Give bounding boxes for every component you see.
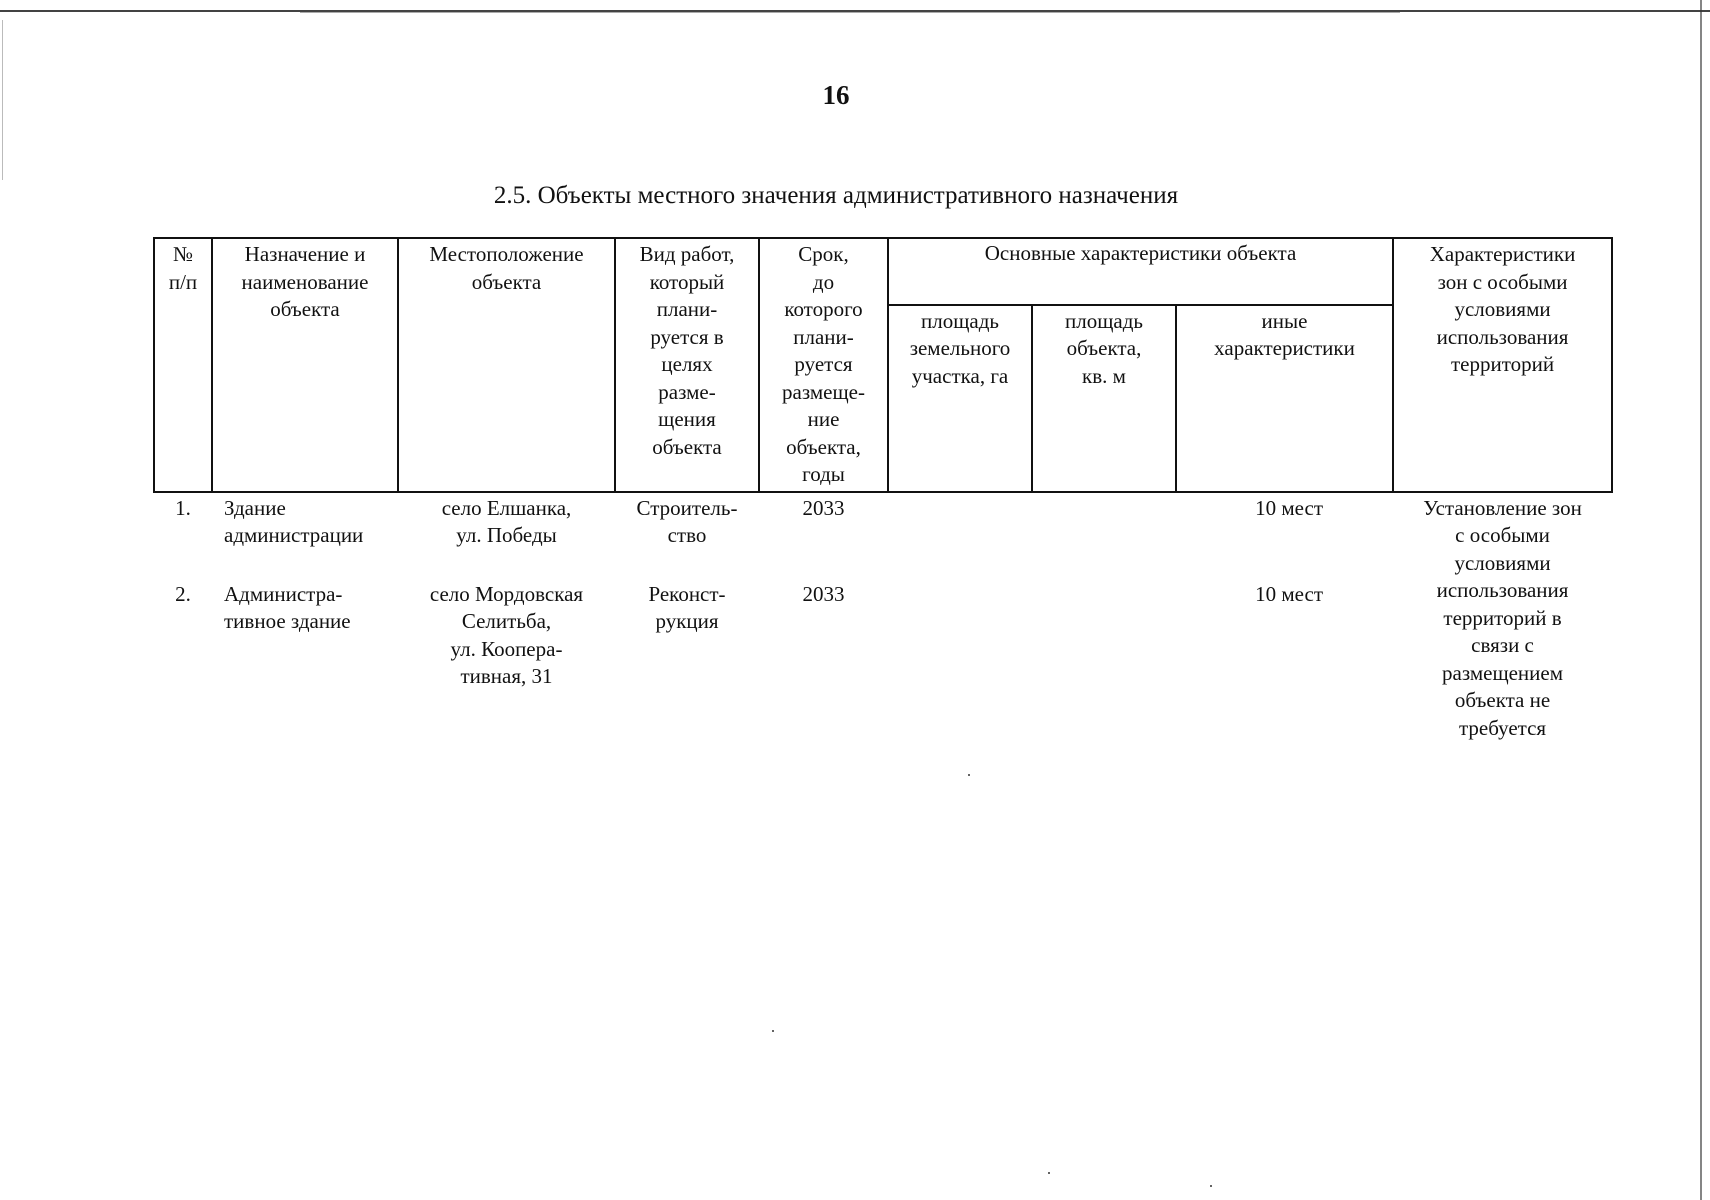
cell-line: земельного	[909, 336, 1011, 361]
cell-line: плани-	[656, 297, 718, 321]
cell-line: которого	[784, 297, 863, 321]
cell-line: Вид работ,	[639, 242, 735, 266]
cell-line: годы	[802, 462, 845, 486]
cell-line: ние	[807, 407, 840, 431]
cell-line: требуется	[1458, 715, 1547, 740]
cell-line: территорий	[1450, 352, 1555, 376]
objects-table	[153, 237, 1613, 744]
scan-speck	[968, 774, 970, 776]
table-row	[154, 492, 1612, 579]
cell-line: площадь	[921, 308, 999, 333]
cell-line: Селитьба,	[461, 609, 552, 634]
cell-line: рукция	[655, 609, 719, 634]
row-name	[212, 492, 398, 579]
header-work-type	[615, 238, 759, 492]
header-name	[212, 238, 398, 492]
row-name	[212, 579, 398, 744]
header-term	[759, 238, 888, 492]
cell-line: №	[172, 242, 194, 266]
cell-line: условиями	[1454, 297, 1551, 321]
cell-line: связи с	[1471, 633, 1534, 657]
scan-artifact-right-edge	[1700, 0, 1702, 1200]
cell-line: ул. Коопера-	[450, 636, 563, 661]
cell-line: наименование	[241, 269, 369, 294]
header-location	[398, 238, 615, 492]
cell-line: кв. м	[1082, 363, 1126, 388]
cell-line: характеристики	[1214, 336, 1355, 361]
cell-line: Местоположение	[429, 242, 584, 266]
row-location	[398, 579, 615, 744]
cell-line: территорий в	[1443, 605, 1562, 630]
cell-line: Здание	[224, 495, 286, 520]
header-zones	[1393, 238, 1612, 492]
cell-line: Установление зон	[1423, 495, 1582, 520]
cell-line: Характеристики	[1429, 242, 1576, 266]
header-other-characteristics	[1176, 305, 1393, 492]
cell-line: объекта,	[786, 434, 861, 459]
header-land-area	[888, 305, 1032, 492]
row-work-type	[615, 492, 759, 579]
row-location	[398, 492, 615, 579]
row-num: 1.	[175, 495, 191, 520]
cell-line: Срок,	[798, 242, 849, 266]
row-term: 2033	[802, 495, 845, 520]
row-object-area	[1032, 579, 1176, 744]
row-other-characteristics: 10 мест	[1255, 495, 1324, 520]
cell-line: щения	[658, 407, 716, 431]
scan-speck	[1048, 1172, 1050, 1174]
cell-line: объекта	[270, 297, 340, 321]
header-num	[154, 238, 212, 492]
scan-artifact-top-thin	[300, 12, 1400, 13]
scan-speck	[1210, 1185, 1212, 1187]
row-other-characteristics: 10 мест	[1255, 581, 1324, 606]
cell-line: плани-	[793, 324, 854, 349]
section-title: 2.5. Объекты местного значения административного назначения	[493, 182, 1179, 209]
page-number: 16	[822, 80, 850, 110]
cell-line: с особыми	[1455, 523, 1550, 547]
cell-line: администрации	[224, 523, 364, 547]
row-term: 2033	[802, 581, 845, 606]
cell-line: объекта не	[1454, 688, 1551, 712]
cell-line: разме-	[658, 379, 716, 404]
cell-line: Строитель-	[636, 495, 738, 520]
cell-line: участка, га	[911, 363, 1009, 388]
cell-line: руется	[794, 352, 853, 376]
cell-line: до	[812, 269, 835, 294]
header-object-area	[1032, 305, 1176, 492]
cell-line: руется в	[650, 324, 724, 349]
cell-line: объекта,	[1066, 336, 1142, 361]
cell-line: площадь	[1065, 308, 1143, 333]
row-land-area	[888, 579, 1032, 744]
cell-line: использования	[1436, 578, 1569, 602]
cell-line: объекта	[652, 434, 722, 459]
cell-line: п/п	[168, 269, 198, 294]
row-work-type	[615, 579, 759, 744]
cell-line: тивная, 31	[460, 664, 553, 689]
objects-table-wrapper	[153, 237, 1611, 744]
cell-line: тивное здание	[224, 609, 351, 634]
cell-line: использования	[1436, 324, 1569, 349]
zones-note	[1393, 492, 1612, 745]
scan-speck	[772, 1030, 774, 1032]
cell-line: зон с особыми	[1437, 269, 1568, 294]
header-row-1	[154, 238, 1612, 305]
cell-line: Назначение и	[244, 242, 366, 266]
cell-line: условиями	[1454, 550, 1551, 575]
cell-line: размещением	[1442, 660, 1564, 685]
header-main-characteristics: Основные характеристики объекта	[888, 238, 1393, 305]
cell-line: который	[649, 269, 725, 294]
cell-line: размеще-	[782, 379, 865, 404]
row-num: 2.	[175, 581, 191, 606]
row-object-area	[1032, 492, 1176, 579]
cell-line: объекта	[471, 269, 542, 294]
cell-line: иные	[1261, 308, 1308, 333]
row-land-area	[888, 492, 1032, 579]
cell-line: Реконст-	[648, 581, 726, 606]
cell-line: село Елшанка,	[441, 495, 572, 520]
cell-line: село Мордовская	[429, 581, 584, 606]
cell-line: ство	[667, 523, 707, 547]
cell-line: целях	[661, 352, 713, 376]
cell-line: ул. Победы	[456, 523, 557, 547]
cell-line: Администра-	[224, 581, 343, 606]
